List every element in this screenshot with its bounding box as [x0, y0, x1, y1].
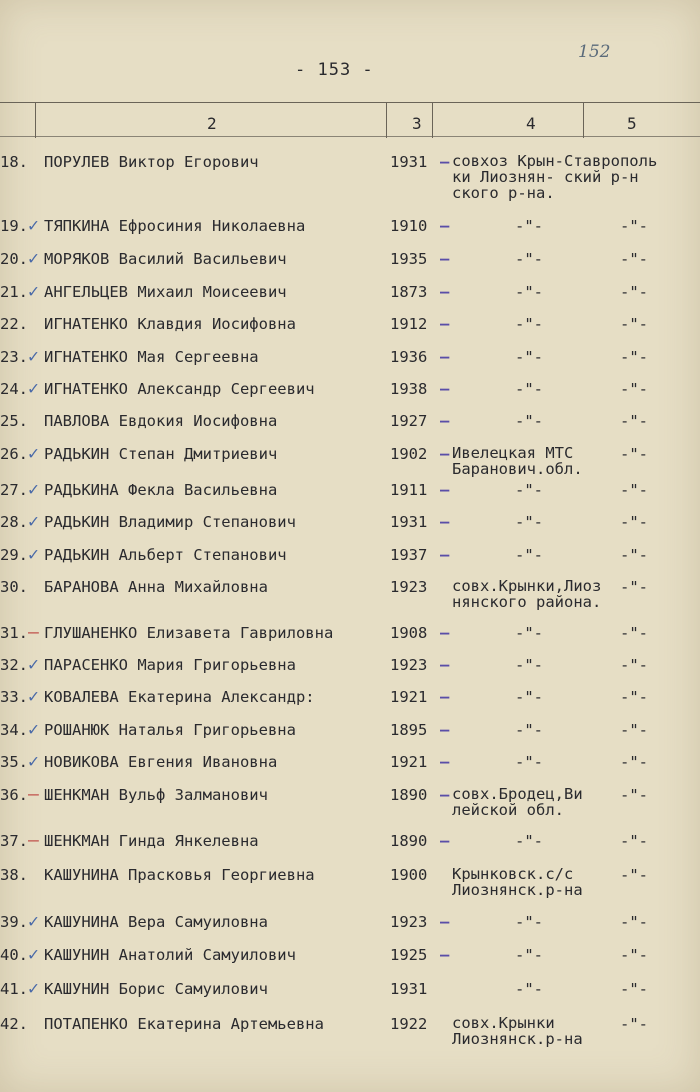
- row-number: 42.: [0, 1015, 28, 1033]
- birth-year: 1921: [390, 688, 428, 706]
- row-number: 22.: [0, 315, 28, 333]
- person-name: НОВИКОВА Евгения Ивановна: [44, 753, 278, 771]
- ink-mark: —: [440, 656, 450, 674]
- check-mark: ✓: [28, 215, 39, 236]
- ditto-col5: -"-: [620, 866, 648, 884]
- birth-year: 1927: [390, 412, 428, 430]
- check-mark: ✓: [28, 479, 39, 500]
- column-divider: [386, 102, 387, 138]
- place-text: совх.Бродец,Ви лейской обл.: [452, 785, 583, 819]
- ditto-col5: -"-: [620, 412, 648, 430]
- birth-year: 1931: [390, 513, 428, 531]
- ink-mark: —: [440, 513, 450, 531]
- ink-mark: —: [440, 786, 450, 804]
- birth-year: 1925: [390, 946, 428, 964]
- check-mark: ✓: [28, 978, 39, 999]
- ditto-col4: -"-: [515, 315, 543, 333]
- check-mark: ✓: [28, 281, 39, 302]
- table-top-rule: [0, 102, 700, 103]
- ditto-col4: -"-: [515, 753, 543, 771]
- birth-year: 1900: [390, 866, 428, 884]
- birth-year: 1923: [390, 656, 428, 674]
- row-number: 38.: [0, 866, 28, 884]
- person-name: РОШАНЮК Наталья Григорьевна: [44, 721, 296, 739]
- ink-mark: —: [440, 946, 450, 964]
- ditto-col5: -"-: [620, 1015, 648, 1033]
- birth-year: 1922: [390, 1015, 428, 1033]
- check-mark: ✓: [28, 378, 39, 399]
- person-name: АНГЕЛЬЦЕВ Михаил Моисеевич: [44, 283, 287, 301]
- row-number: 23.: [0, 348, 28, 366]
- ink-mark: —: [440, 217, 450, 235]
- person-name: ИГНАТЕНКО Клавдия Иосифовна: [44, 315, 296, 333]
- ditto-col5: -"-: [620, 913, 648, 931]
- ditto-col5: -"-: [620, 656, 648, 674]
- row-number: 27.: [0, 481, 28, 499]
- person-name: ШЕНКМАН Гинда Янкелевна: [44, 832, 259, 850]
- row-number: 24.: [0, 380, 28, 398]
- archive-number: 152: [578, 42, 611, 62]
- birth-year: 1912: [390, 315, 428, 333]
- check-mark: ✓: [28, 443, 39, 464]
- ditto-col4: -"-: [515, 250, 543, 268]
- ditto-col5: -"-: [620, 980, 648, 998]
- page-number: - 153 -: [295, 60, 374, 80]
- ink-mark: —: [440, 546, 450, 564]
- person-name: РАДЬКИН Степан Дмитриевич: [44, 445, 278, 463]
- row-number: 29.: [0, 546, 28, 564]
- ink-mark: —: [440, 283, 450, 301]
- ditto-col5: -"-: [620, 283, 648, 301]
- row-number: 21.: [0, 283, 28, 301]
- row-number: 41.: [0, 980, 28, 998]
- person-name: МОРЯКОВ Василий Васильевич: [44, 250, 287, 268]
- person-name: КОВАЛЕВА Екатерина Александр:: [44, 688, 315, 706]
- person-name: ПОТАПЕНКО Екатерина Артемьевна: [44, 1015, 324, 1033]
- ink-mark: —: [440, 624, 450, 642]
- column-divider: [35, 102, 36, 138]
- ink-mark: —: [440, 721, 450, 739]
- ditto-col4: -"-: [515, 980, 543, 998]
- ink-mark: —: [440, 153, 450, 171]
- column-header-4: 4: [526, 114, 536, 133]
- row-number: 18.: [0, 153, 28, 171]
- ditto-col5: -"-: [620, 721, 648, 739]
- ditto-col4: -"-: [515, 913, 543, 931]
- person-name: ТЯПКИНА Ефросиния Николаевна: [44, 217, 306, 235]
- row-number: 32.: [0, 656, 28, 674]
- ink-mark: —: [440, 412, 450, 430]
- ditto-col5: -"-: [620, 786, 648, 804]
- table-header-rule: [0, 136, 700, 137]
- person-name: ГЛУШАНЕНКО Елизавета Гавриловна: [44, 624, 334, 642]
- ink-mark: —: [440, 832, 450, 850]
- ditto-col4: -"-: [515, 721, 543, 739]
- ditto-col4: -"-: [515, 412, 543, 430]
- check-mark: —: [28, 622, 39, 643]
- ditto-col4: -"-: [515, 656, 543, 674]
- birth-year: 1936: [390, 348, 428, 366]
- row-number: 35.: [0, 753, 28, 771]
- check-mark: —: [28, 830, 39, 851]
- person-name: РАДЬКИН Альберт Степанович: [44, 546, 287, 564]
- ink-mark: —: [440, 688, 450, 706]
- person-name: РАДЬКИНА Фекла Васильевна: [44, 481, 278, 499]
- row-number: 31.: [0, 624, 28, 642]
- ditto-col5: -"-: [620, 946, 648, 964]
- person-name: КАШУНИН Анатолий Самуилович: [44, 946, 296, 964]
- check-mark: ✓: [28, 248, 39, 269]
- person-name: ПОРУЛЕВ Виктор Егорович: [44, 153, 259, 171]
- ditto-col5: -"-: [620, 688, 648, 706]
- person-name: БАРАНОВА Анна Михайловна: [44, 578, 268, 596]
- ditto-col5: -"-: [620, 315, 648, 333]
- check-mark: ✓: [28, 346, 39, 367]
- column-header-3: 3: [412, 114, 422, 133]
- check-mark: ✓: [28, 686, 39, 707]
- row-number: 28.: [0, 513, 28, 531]
- person-name: КАШУНИНА Вера Самуиловна: [44, 913, 268, 931]
- birth-year: 1921: [390, 753, 428, 771]
- ink-mark: —: [440, 753, 450, 771]
- check-mark: ✓: [28, 544, 39, 565]
- person-name: ПАРАСЕНКО Мария Григорьевна: [44, 656, 296, 674]
- birth-year: 1931: [390, 153, 428, 171]
- person-name: ИГНАТЕНКО Александр Сергеевич: [44, 380, 315, 398]
- birth-year: 1873: [390, 283, 428, 301]
- ditto-col4: -"-: [515, 513, 543, 531]
- birth-year: 1935: [390, 250, 428, 268]
- column-header-2: 2: [207, 114, 217, 133]
- row-number: 40.: [0, 946, 28, 964]
- row-number: 19.: [0, 217, 28, 235]
- ditto-col4: -"-: [515, 832, 543, 850]
- person-name: КАШУНИН Борис Самуилович: [44, 980, 268, 998]
- ditto-col4: -"-: [515, 283, 543, 301]
- birth-year: 1902: [390, 445, 428, 463]
- check-mark: —: [28, 784, 39, 805]
- check-mark: ✓: [28, 654, 39, 675]
- person-name: ШЕНКМАН Вульф Залманович: [44, 786, 268, 804]
- ditto-col5: -"-: [620, 481, 648, 499]
- person-name: ПАВЛОВА Евдокия Иосифовна: [44, 412, 278, 430]
- check-mark: ✓: [28, 719, 39, 740]
- row-number: 30.: [0, 578, 28, 596]
- birth-year: 1931: [390, 980, 428, 998]
- person-name: КАШУНИНА Прасковья Георгиевна: [44, 866, 315, 884]
- ink-mark: —: [440, 380, 450, 398]
- ditto-col4: -"-: [515, 946, 543, 964]
- birth-year: 1923: [390, 913, 428, 931]
- birth-year: 1890: [390, 832, 428, 850]
- ditto-col4: -"-: [515, 688, 543, 706]
- place-text: совх.Крынки Лиознянск.р-на: [452, 1014, 583, 1048]
- ditto-col5: -"-: [620, 445, 648, 463]
- check-mark: ✓: [28, 911, 39, 932]
- column-divider: [583, 102, 584, 138]
- row-number: 36.: [0, 786, 28, 804]
- ditto-col4: -"-: [515, 380, 543, 398]
- ditto-col4: -"-: [515, 348, 543, 366]
- ink-mark: —: [440, 481, 450, 499]
- birth-year: 1908: [390, 624, 428, 642]
- row-number: 26.: [0, 445, 28, 463]
- ditto-col5: -"-: [620, 513, 648, 531]
- place-text: Крынковск.с/с Лиознянск.р-на: [452, 865, 583, 899]
- place-text: совх.Крынки,Лиоз нянского района.: [452, 577, 602, 611]
- ditto-col4: -"-: [515, 217, 543, 235]
- ink-mark: —: [440, 315, 450, 333]
- place-text: Ивелецкая МТС Баранович.обл.: [452, 444, 583, 478]
- birth-year: 1910: [390, 217, 428, 235]
- ink-mark: —: [440, 250, 450, 268]
- ditto-col4: -"-: [515, 481, 543, 499]
- ink-mark: —: [440, 445, 450, 463]
- column-header-5: 5: [627, 114, 637, 133]
- column-divider: [432, 102, 433, 138]
- birth-year: 1938: [390, 380, 428, 398]
- ditto-col5: -"-: [620, 753, 648, 771]
- ditto-col5: -"-: [620, 578, 648, 596]
- check-mark: ✓: [28, 751, 39, 772]
- birth-year: 1911: [390, 481, 428, 499]
- birth-year: 1890: [390, 786, 428, 804]
- person-name: РАДЬКИН Владимир Степанович: [44, 513, 296, 531]
- row-number: 20.: [0, 250, 28, 268]
- check-mark: ✓: [28, 511, 39, 532]
- ink-mark: —: [440, 348, 450, 366]
- ditto-col4: -"-: [515, 624, 543, 642]
- check-mark: ✓: [28, 944, 39, 965]
- row-number: 39.: [0, 913, 28, 931]
- ditto-col5: -"-: [620, 348, 648, 366]
- ditto-col5: -"-: [620, 624, 648, 642]
- row-number: 25.: [0, 412, 28, 430]
- place-text: совхоз Крын-Ставрополь ки Лиознян- ский р-н ского р-на.: [452, 152, 658, 202]
- ditto-col5: -"-: [620, 217, 648, 235]
- birth-year: 1895: [390, 721, 428, 739]
- ink-mark: —: [440, 913, 450, 931]
- ditto-col5: -"-: [620, 250, 648, 268]
- birth-year: 1923: [390, 578, 428, 596]
- ditto-col5: -"-: [620, 546, 648, 564]
- ditto-col5: -"-: [620, 380, 648, 398]
- row-number: 34.: [0, 721, 28, 739]
- person-name: ИГНАТЕНКО Мая Сергеевна: [44, 348, 259, 366]
- birth-year: 1937: [390, 546, 428, 564]
- row-number: 37.: [0, 832, 28, 850]
- row-number: 33.: [0, 688, 28, 706]
- ditto-col4: -"-: [515, 546, 543, 564]
- ditto-col5: -"-: [620, 832, 648, 850]
